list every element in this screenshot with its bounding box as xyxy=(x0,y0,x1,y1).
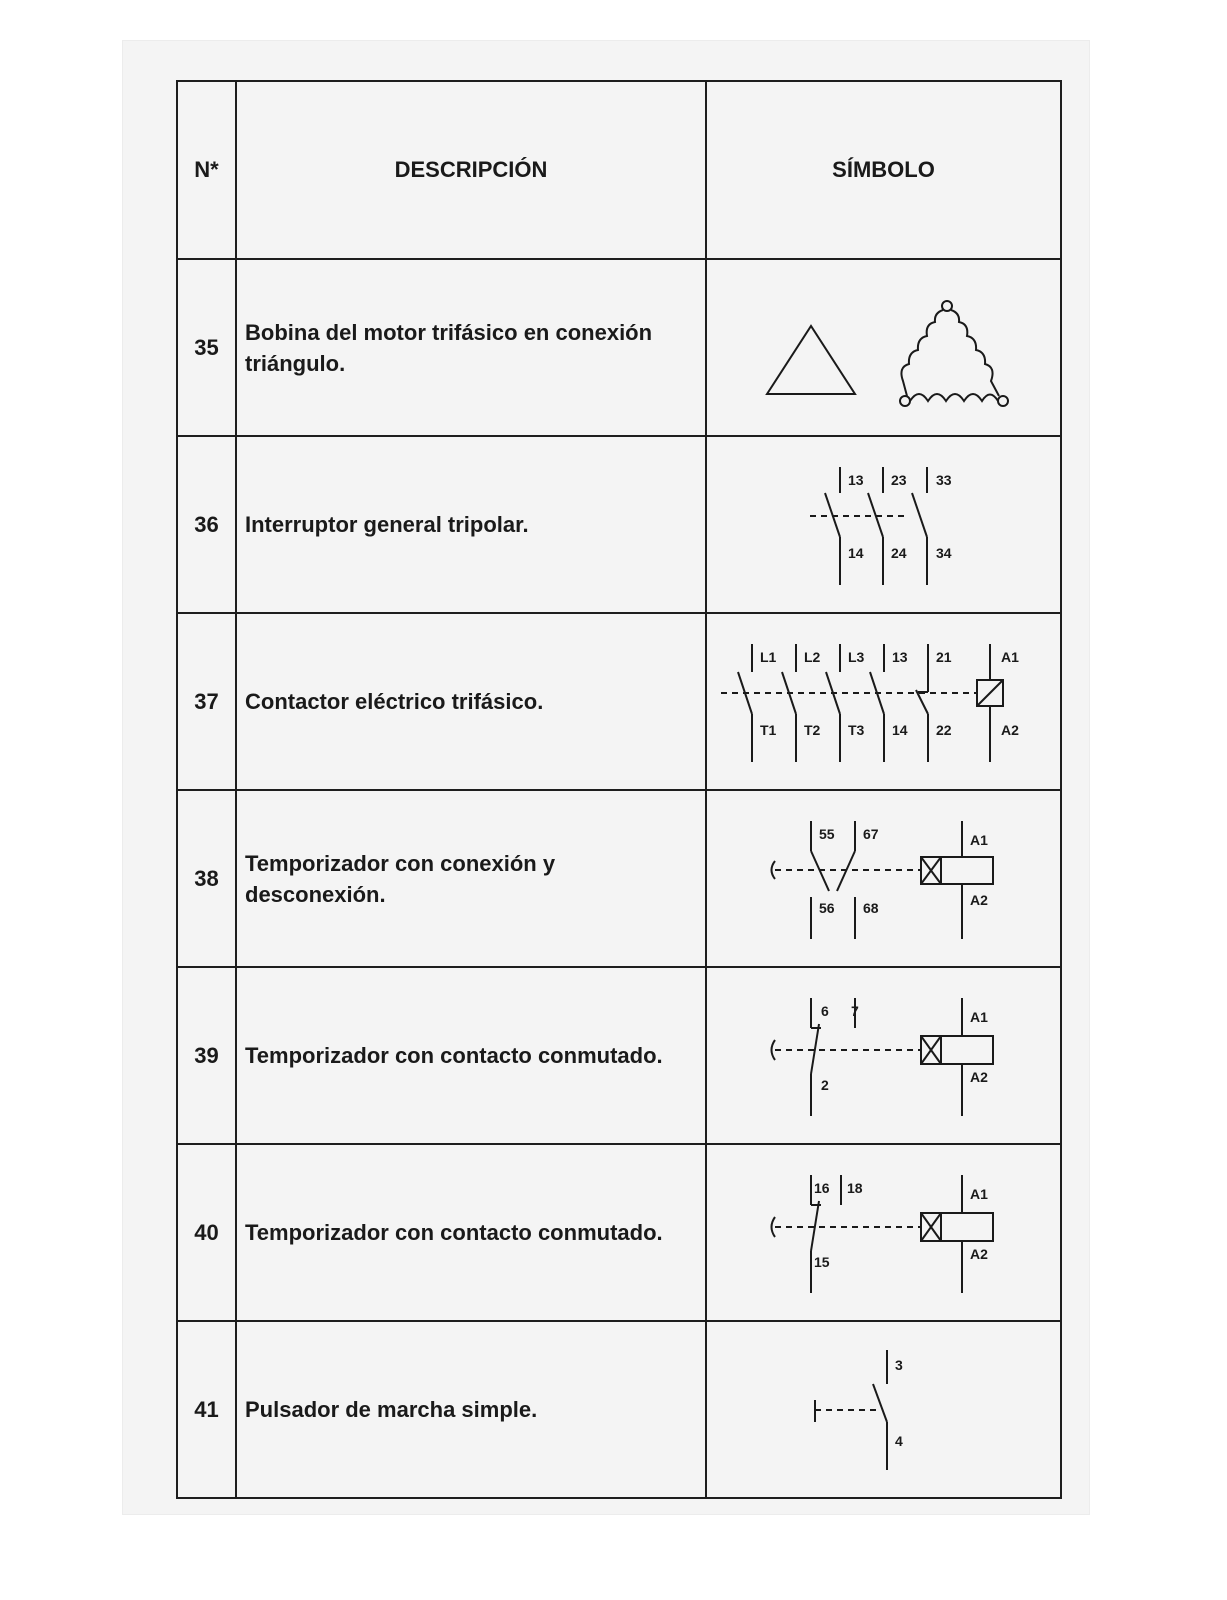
start-pushbutton-icon xyxy=(707,1322,1062,1499)
terminal-label: 68 xyxy=(863,900,879,916)
terminal-label: 23 xyxy=(891,472,907,488)
table-row xyxy=(177,436,1061,613)
row-description: Bobina del motor trifásico en conexión triángulo. xyxy=(236,259,706,436)
terminal-label: 3 xyxy=(895,1357,903,1373)
three-pole-switch-icon xyxy=(707,437,1062,614)
terminal-label: 2 xyxy=(821,1077,829,1093)
timer-changeover-contact-icon xyxy=(707,1145,1062,1322)
coil-label: A2 xyxy=(1001,722,1019,738)
terminal-label: L2 xyxy=(804,649,821,665)
terminal-label: 24 xyxy=(891,545,907,561)
row-symbol xyxy=(706,1144,1061,1321)
table-row xyxy=(177,967,1061,1144)
timer-on-off-icon xyxy=(707,791,1062,968)
symbols-table xyxy=(176,80,1062,1499)
row-symbol xyxy=(706,790,1061,967)
terminal-label: 21 xyxy=(936,649,952,665)
terminal-label: 33 xyxy=(936,472,952,488)
table-header-row xyxy=(177,81,1061,259)
row-symbol xyxy=(706,967,1061,1144)
terminal-label: 15 xyxy=(814,1254,830,1270)
terminal-label: 67 xyxy=(863,826,879,842)
terminal-label: 13 xyxy=(892,649,908,665)
row-description: Pulsador de marcha simple. xyxy=(236,1321,706,1498)
coil-label: A2 xyxy=(970,1069,988,1085)
motor-coil-delta-icon xyxy=(707,260,1062,437)
row-number: 41 xyxy=(177,1321,236,1498)
row-description: Interruptor general tripolar. xyxy=(236,436,706,613)
row-description: Temporizador con contacto conmutado. xyxy=(236,967,706,1144)
table-row xyxy=(177,259,1061,436)
terminal-label: T2 xyxy=(804,722,821,738)
three-phase-contactor-icon xyxy=(707,614,1062,791)
terminal-label: T1 xyxy=(760,722,777,738)
header-description: DESCRIPCIÓN xyxy=(236,81,706,259)
terminal-label: 34 xyxy=(936,545,952,561)
row-number: 37 xyxy=(177,613,236,790)
terminal-label: 18 xyxy=(847,1180,863,1196)
coil-label: A1 xyxy=(970,1186,988,1202)
terminal-label: 4 xyxy=(895,1433,903,1449)
row-number: 38 xyxy=(177,790,236,967)
row-description: Contactor eléctrico trifásico. xyxy=(236,613,706,790)
timer-changeover-contact-icon xyxy=(707,968,1062,1145)
table-row xyxy=(177,1144,1061,1321)
terminal-label: T3 xyxy=(848,722,865,738)
terminal-label: 6 xyxy=(821,1003,829,1019)
row-description: Temporizador con contacto conmutado. xyxy=(236,1144,706,1321)
table-row xyxy=(177,1321,1061,1498)
row-symbol xyxy=(706,436,1061,613)
header-number: N* xyxy=(177,81,236,259)
row-number: 36 xyxy=(177,436,236,613)
terminal-label: 16 xyxy=(814,1180,830,1196)
terminal-label: L1 xyxy=(760,649,777,665)
terminal-label: 14 xyxy=(848,545,864,561)
terminal-label: 56 xyxy=(819,900,835,916)
terminal-label: 22 xyxy=(936,722,952,738)
coil-label: A1 xyxy=(1001,649,1019,665)
row-description: Temporizador con conexión y desconexión. xyxy=(236,790,706,967)
row-symbol xyxy=(706,1321,1061,1498)
terminal-label: L3 xyxy=(848,649,865,665)
table-row xyxy=(177,613,1061,790)
coil-label: A1 xyxy=(970,832,988,848)
terminal-label: 7 xyxy=(851,1003,859,1019)
row-symbol xyxy=(706,259,1061,436)
coil-label: A2 xyxy=(970,892,988,908)
terminal-label: 14 xyxy=(892,722,908,738)
terminal-label: 13 xyxy=(848,472,864,488)
row-symbol xyxy=(706,613,1061,790)
table-row xyxy=(177,790,1061,967)
row-number: 39 xyxy=(177,967,236,1144)
terminal-label: 55 xyxy=(819,826,835,842)
row-number: 40 xyxy=(177,1144,236,1321)
coil-label: A2 xyxy=(970,1246,988,1262)
header-symbol: SÍMBOLO xyxy=(706,81,1061,259)
coil-label: A1 xyxy=(970,1009,988,1025)
row-number: 35 xyxy=(177,259,236,436)
